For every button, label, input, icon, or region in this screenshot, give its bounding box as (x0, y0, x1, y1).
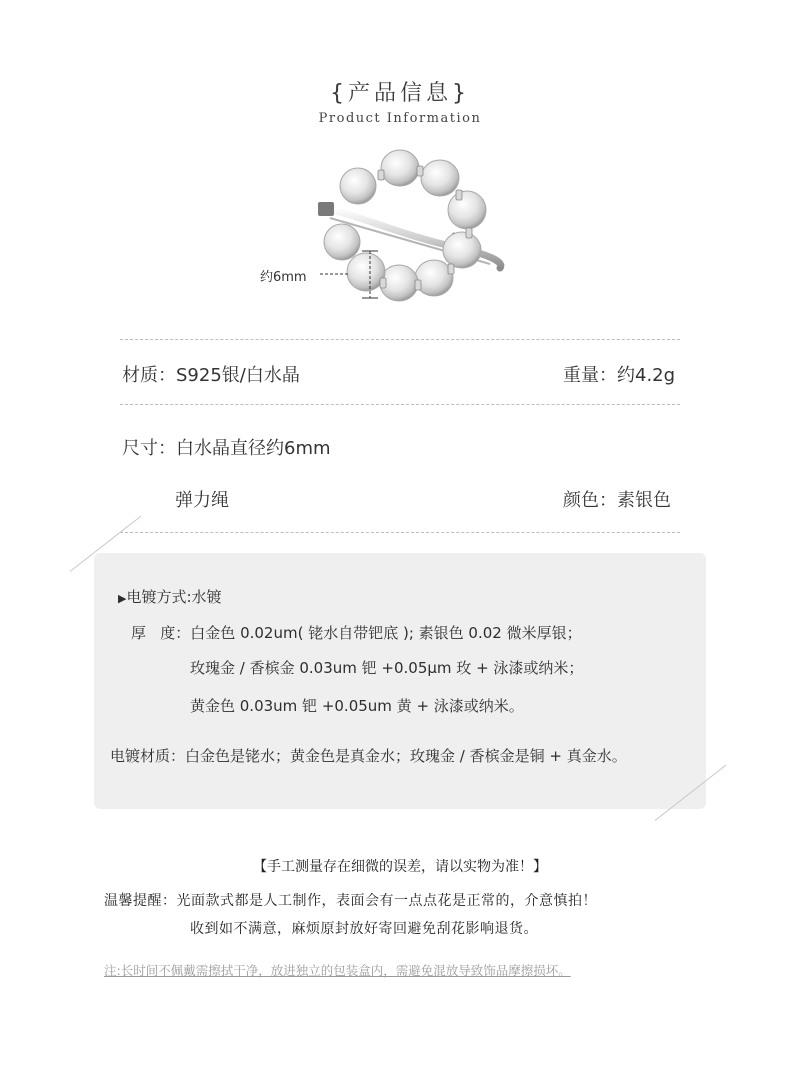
weight-text: 重量：约4.2g (563, 365, 676, 386)
plating-method: ▶电镀方式:水镀 (118, 588, 222, 606)
divider (120, 404, 680, 405)
thickness-line-3: 黄金色 0.03um 钯 +0.05um 黄 + 泳漆或纳米。 (190, 697, 524, 715)
footnote: 注:长时间不佩戴需擦拭干净，放进独立的包装盒内，需避免混放导致饰品摩擦损坏。 (104, 963, 571, 978)
cord-text: 弹力绳 (175, 490, 229, 511)
handmade-note: 【手工测量存在细微的误差，请以实物为准！】 (253, 859, 547, 875)
reminder-line-2: 收到如不满意，麻烦原封放好寄回避免刮花影响退货。 (190, 921, 538, 937)
material-text: 材质：S925银/白水晶 (122, 365, 300, 386)
thickness-line-2: 玫瑰金 / 香槟金 0.03um 钯 +0.05μm 玫 + 泳漆或纳米； (190, 659, 584, 677)
divider (120, 339, 680, 340)
divider (120, 532, 680, 533)
plating-materials: 电镀材质：白金色是铑水；黄金色是真金水；玫瑰金 / 香槟金是铜 + 真金水。 (110, 747, 627, 765)
reminder-line-1: 温馨提醒：光面款式都是人工制作，表面会有一点点花是正常的，介意慎拍！ (104, 893, 597, 909)
color-text: 颜色：素银色 (563, 490, 671, 511)
thickness-line-1: 厚 度：白金色 0.02um( 铑水自带钯底 ); 素银色 0.02 微米厚银； (131, 624, 582, 642)
section-title: {产品信息} (330, 81, 470, 106)
triangle-icon: ▶ (118, 592, 127, 605)
dimension-label: 约6mm (260, 270, 307, 285)
size-text: 尺寸：白水晶直径约6mm (122, 438, 331, 459)
product-image (300, 146, 530, 316)
section-subtitle: Product Information (318, 111, 482, 126)
